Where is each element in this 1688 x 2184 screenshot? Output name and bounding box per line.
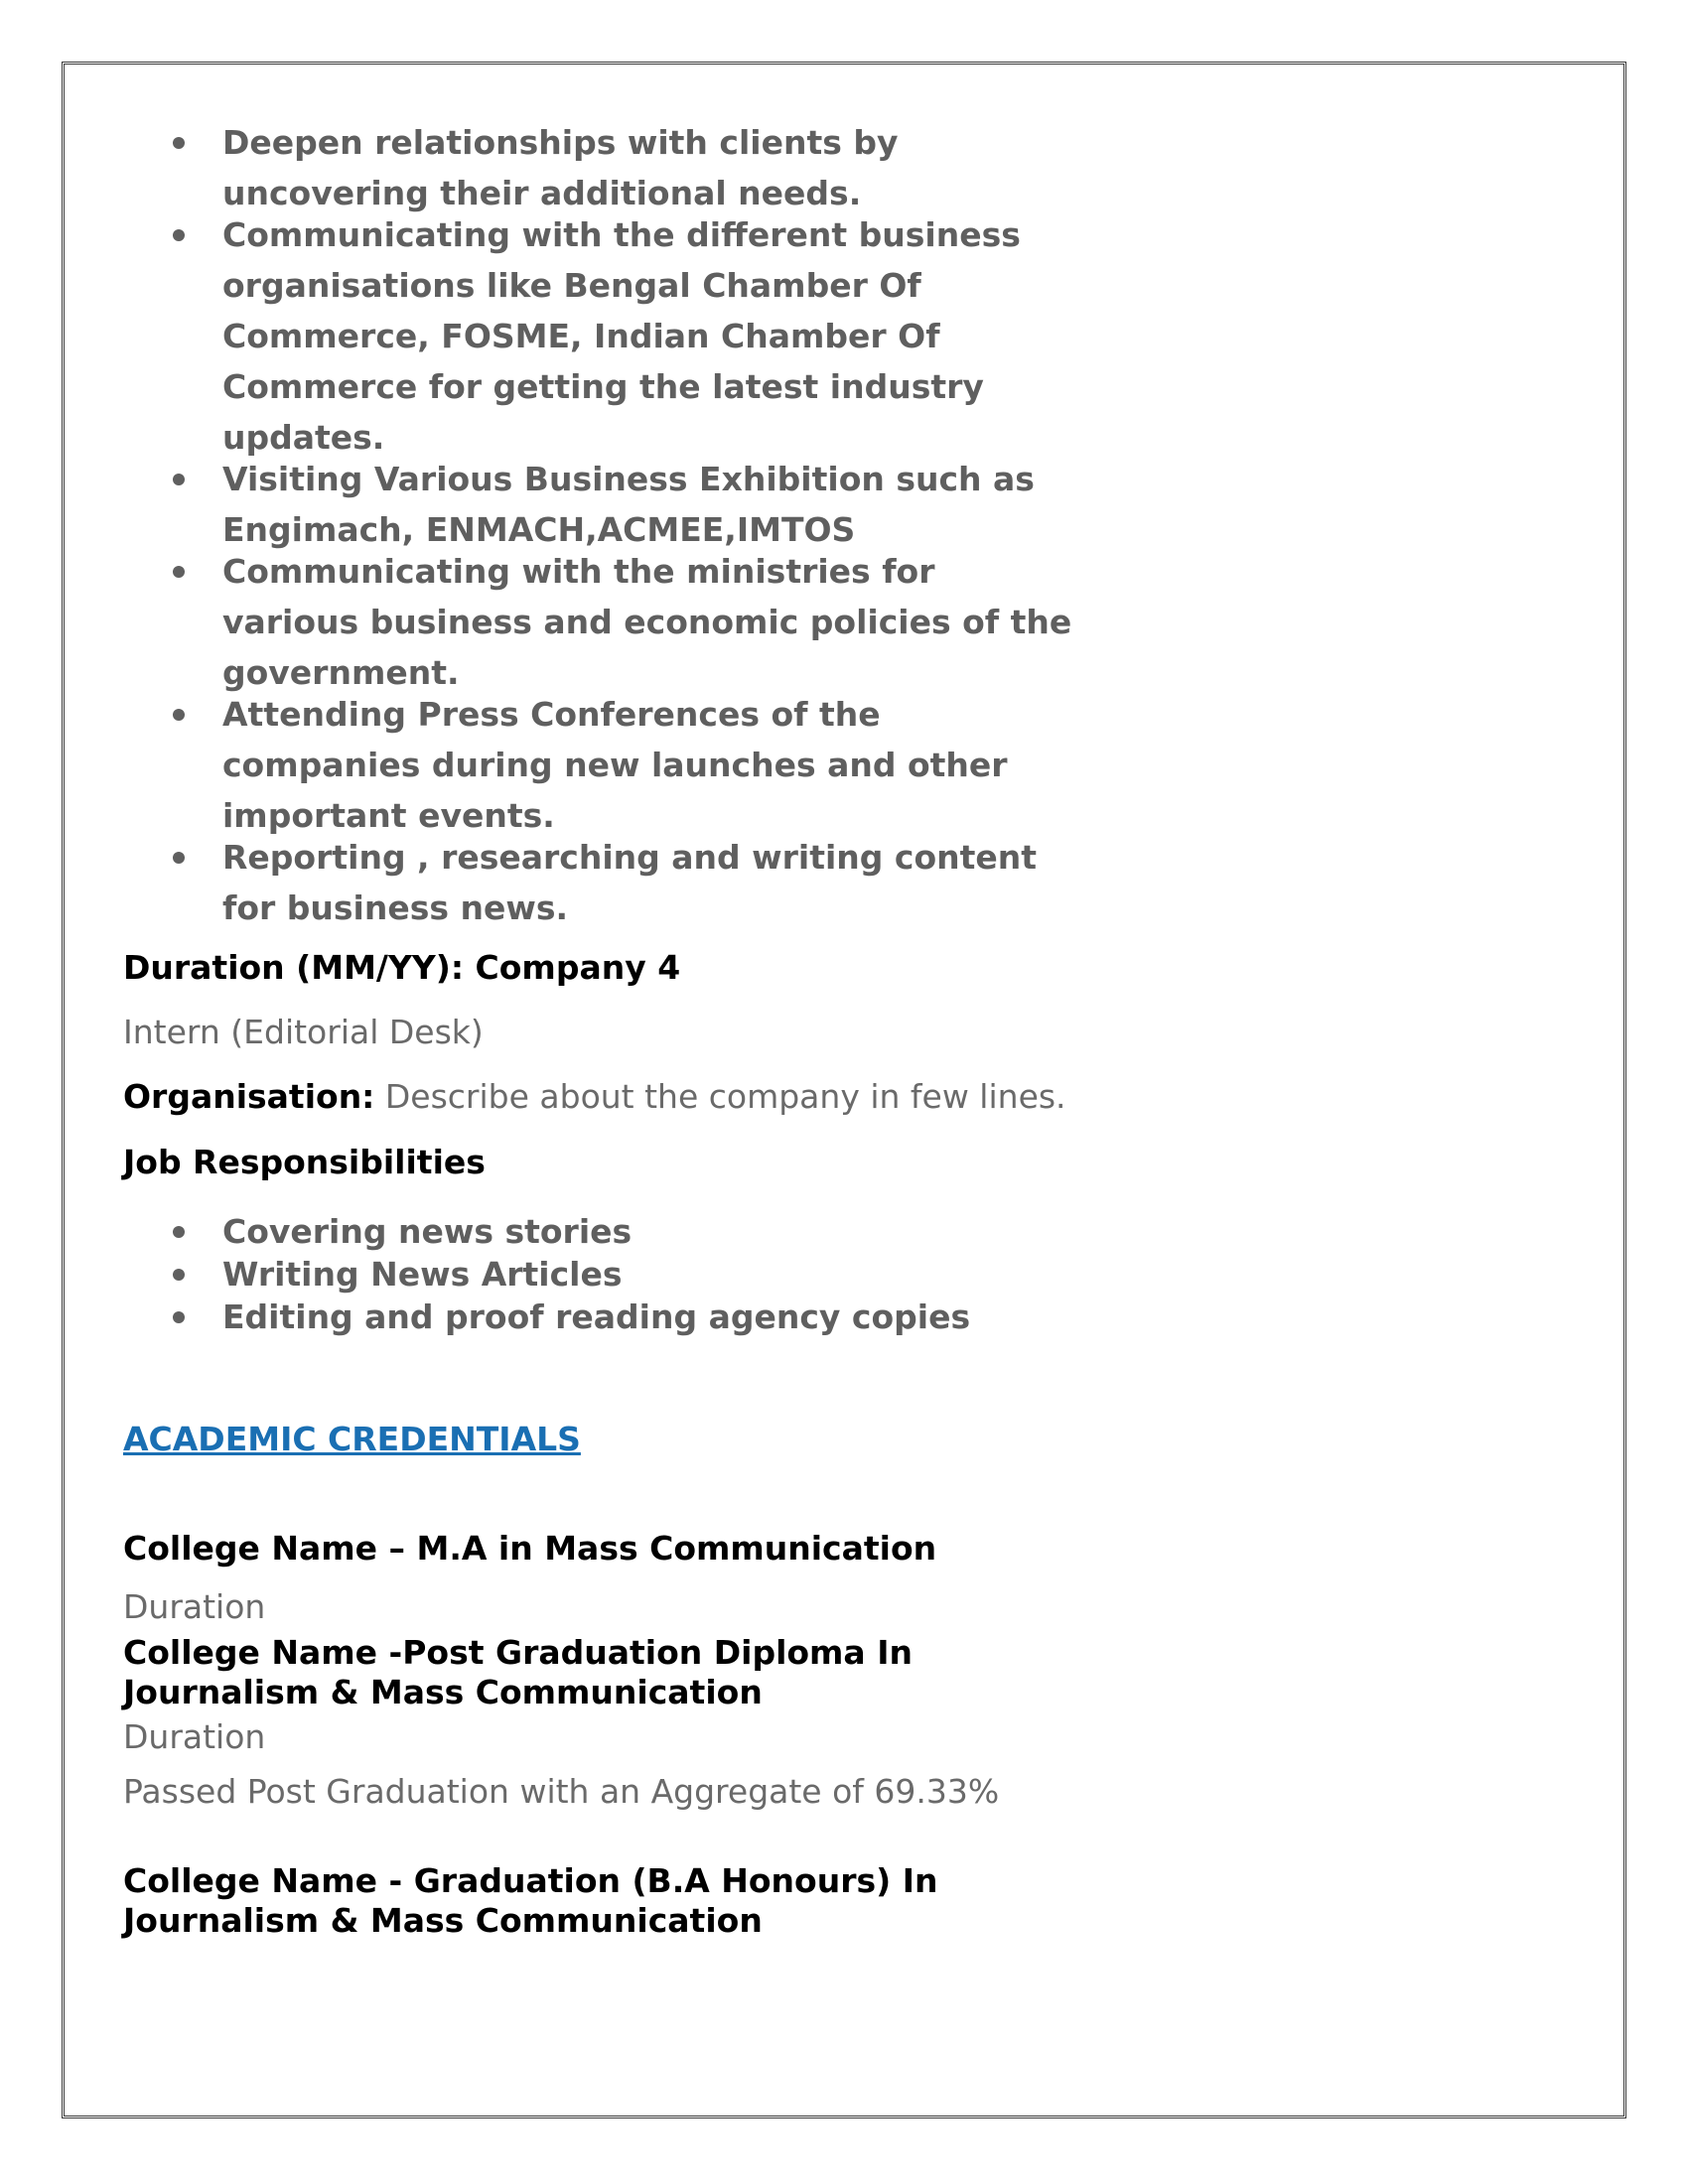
bullet-item: Reporting , researching and writing content for business news. xyxy=(222,832,1076,933)
academic-entry-title: College Name -Post Graduation Diploma In Journalism & Mass Communication xyxy=(123,1633,913,1711)
bullet-item: Communicating with the ministries for various business and economic policies of the government. xyxy=(222,546,1076,698)
bullet-item: Deepen relationships with clients by uncovering their additional needs. xyxy=(222,117,1076,218)
job-responsibilities-heading: Job Responsibilities xyxy=(123,1143,486,1181)
bullet-item: Attending Press Conferences of the companies during new launches and other important events. xyxy=(222,689,1076,841)
academic-entry-note: Passed Post Graduation with an Aggregate of 69.33% xyxy=(123,1772,1000,1811)
academic-entry-duration: Duration xyxy=(123,1587,266,1626)
academic-entry-title: College Name - Graduation (B.A Honours) In Journalism & Mass Communication xyxy=(123,1861,938,1940)
company4-role: Intern (Editorial Desk) xyxy=(123,1013,484,1051)
academic-entry-title: College Name – M.A in Mass Communication xyxy=(123,1529,937,1568)
responsibility-item: Editing and proof reading agency copies xyxy=(222,1296,1076,1338)
bullet-item: Visiting Various Business Exhibition such as Engimach, ENMACH,ACMEE,IMTOS xyxy=(222,454,1076,555)
responsibility-item: Writing News Articles xyxy=(222,1253,1076,1296)
academic-credentials-title: ACADEMIC CREDENTIALS xyxy=(123,1420,581,1458)
experience-bullet-list xyxy=(123,117,1076,933)
academic-entry-duration: Duration xyxy=(123,1717,266,1756)
company4-duration-heading: Duration (MM/YY): Company 4 xyxy=(123,948,681,987)
responsibility-item: Covering news stories xyxy=(222,1210,1076,1253)
resume-content xyxy=(123,117,1076,1941)
bullet-item: Communicating with the different business organisations like Bengal Chamber Of Commerce, FOSME, Indian Chamber Of Commerce for getting the latest industry updates. xyxy=(222,209,1076,463)
organisation-text: Describe about the company in few lines. xyxy=(374,1077,1066,1116)
company4-organisation xyxy=(123,1072,1076,1121)
organisation-label: Organisation: xyxy=(123,1077,375,1116)
responsibilities-list xyxy=(123,1210,1076,1338)
